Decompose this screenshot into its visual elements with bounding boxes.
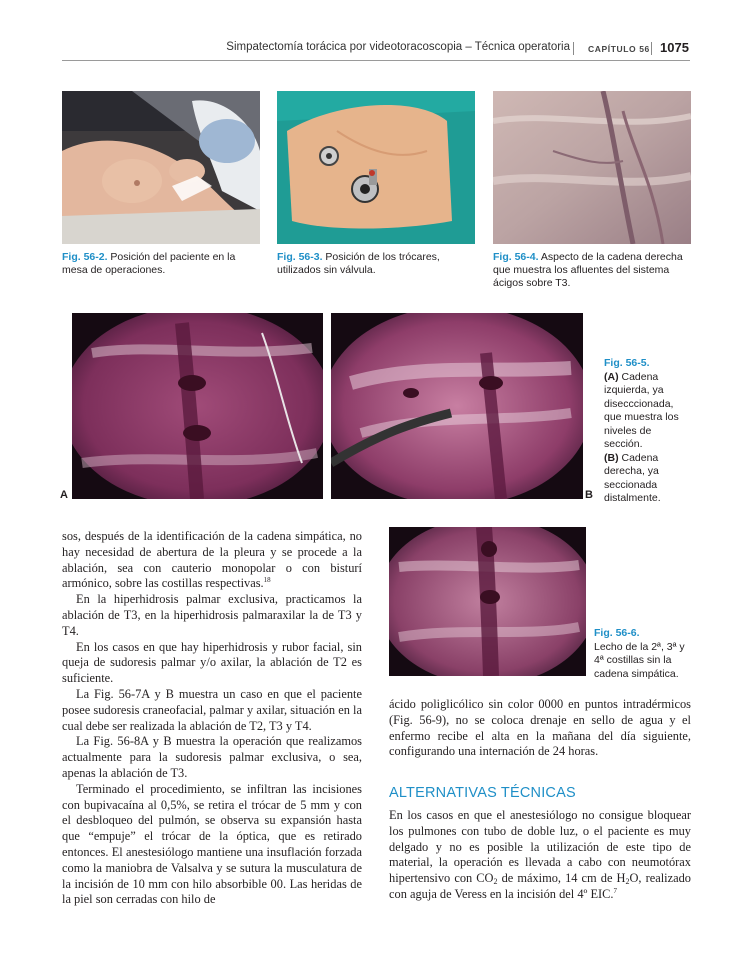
paragraph: ácido poliglicólico sin color 0000 en puntos intradérmicos (Fig. 56-9), no se coloca drenaje en sello de agua y el enfermo recibe el alta en la mañana del día siguiente, configurando una internación de 24 horas. [389,697,691,759]
paragraph: En la hiperhidrosis palmar exclusiva, practicamos la ablación de T3, en la hiperhidrosis palmaraxilar la de T3 y T4. [62,592,362,638]
paragraph: sos, después de la identificación de la cadena simpática, no hay necesidad de abertura de la pleura y se procede a la ablación, sea con cauterio monopolar o con bisturí armónico, sobre las costillas respectivas.$^{18}$ [62,529,362,591]
caption-text: Lecho de la 2ª, 3ª y 4ª costillas sin la cadena simpática. [594,640,685,680]
header-divider [573,42,574,55]
section-heading: ALTERNATIVAS TÉCNICAS [389,785,576,801]
figure-56-3-photo [277,91,475,244]
caption-text: Posición del paciente en la mesa de operaciones. [62,251,236,276]
figure-56-5b-photo [331,313,583,499]
figure-56-5a-photo [72,313,323,499]
right-column-text-bottom [389,808,691,903]
caption-text: Posición de los trócares, utilizados sin válvula. [277,251,440,276]
figure-label: Fig. 56-5. [604,357,650,369]
running-title: Simpatectomía torácica por videotoracoscopia – Técnica operatoria [226,41,570,53]
figure-label: Fig. 56-4. [493,251,539,263]
right-column-text-top [389,697,691,760]
figure-56-5-caption [604,357,682,506]
figure-56-4-caption [493,251,691,290]
figure-label: Fig. 56-6. [594,627,640,639]
figure-56-6-caption [594,627,689,681]
panel-letter-b: B [585,489,593,501]
page-number: 1075 [660,40,689,55]
caption-text-a: Cadena izquierda, ya disecccionada, que muestra los niveles de sección. [604,370,679,450]
figure-56-2-caption [62,251,258,277]
paragraph: En los casos en que hay hiperhidrosis y rubor facial, sin queja de sudoresis palmar y/o axilar, la ablación de T2 es suficiente. [62,639,362,686]
caption-text-b: Cadena derecha, ya seccionada distalmente. [604,451,661,504]
caption-text: Aspecto de la cadena derecha que muestra los afluentes del sistema ácigos sobre T3. [493,251,683,289]
left-column-text [62,529,362,908]
figure-label: Fig. 56-2. [62,251,108,263]
panel-letter-a: A [60,489,68,501]
figure-label: Fig. 56-3. [277,251,323,263]
paragraph: La Fig. 56-8A y B muestra la operación que realizamos actualmente para la sudoresis palmar exclusiva, o sea, apenas la ablación de T3. [62,734,362,780]
paragraph: En los casos en que el anestesiólogo no consigue bloquear los pulmones con tubo de doble luz, o el paciente es muy delgado y no es posible la utilización de este tipo de material, la operación es llevada a cabo con neumotórax hipertensivo con $CO_2$ de máximo, 14 cm de $H_2O$, realizado con aguja de Veress en la incisión del 4º EIC.$^7$ [389,808,691,901]
figure-56-6-photo [389,527,586,676]
figure-56-4-photo [493,91,691,244]
reference: 18 [263,576,271,585]
reference: 7 [613,886,618,895]
paragraph: La Fig. 56-7A y B muestra un caso en que el paciente posee sudoresis craneofacial, palmar y axilar, situación en la cual debe ser realizada la ablación de T2, T3 y T4. [62,686,362,733]
header-rule [62,60,690,61]
caption-tag-a: (A) [604,370,619,383]
paragraph: Terminado el procedimiento, se infiltran las incisiones con bupivacaína al 0,5%, se retira el trócar de 5 mm y con el desbloqueo del pulmón, se observa su expansión hasta que “empuje” el trócar de la óptica, que es retirado entonces. El anestesiólogo mantiene una insuflación forzada como la maniobra de Valsalva y se sutura la musculatura de la incisión de 10 mm con hilo absorbible 00. Las heridas de la piel son cerradas con hilo de [62,781,362,907]
chapter-label: CAPÍTULO 56 [588,44,650,54]
caption-tag-b: (B) [604,451,619,464]
figure-56-3-caption [277,251,473,277]
header-divider [651,42,652,55]
figure-56-2-photo [62,91,260,244]
